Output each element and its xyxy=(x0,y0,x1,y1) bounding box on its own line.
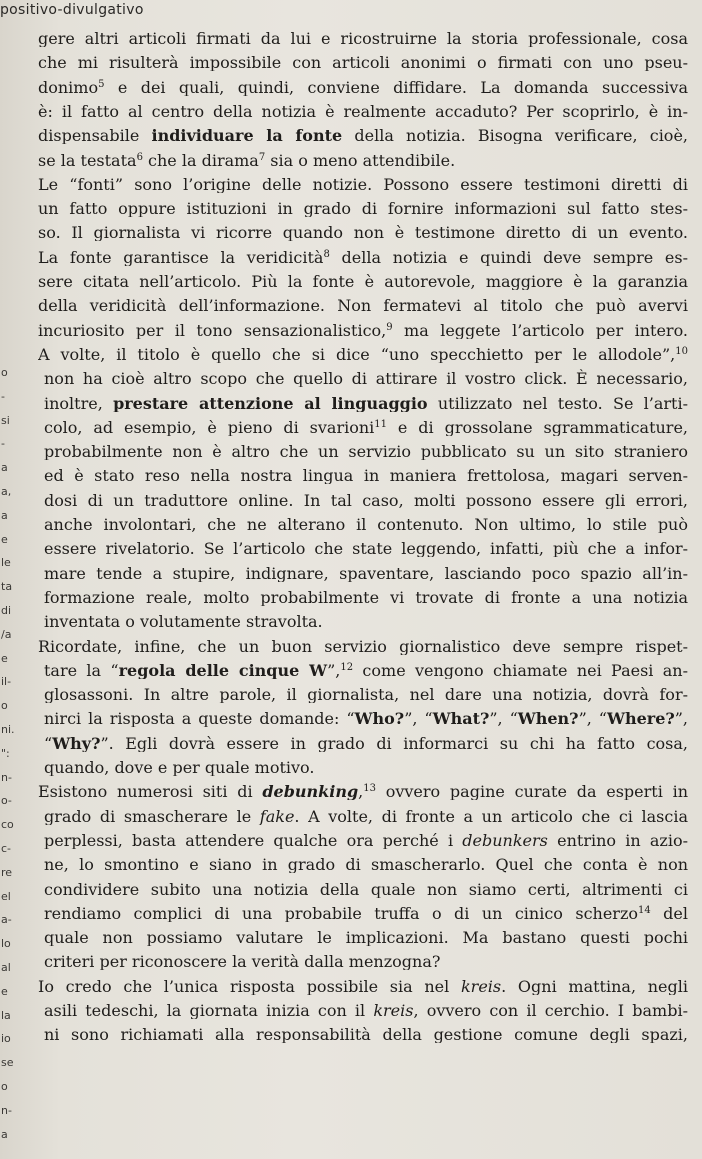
text-fragment: regola delle cinque W xyxy=(118,660,328,679)
text-line xyxy=(38,223,688,241)
margin-fragment: a xyxy=(1,1127,8,1141)
text-line xyxy=(38,175,688,193)
margin-fragment: le xyxy=(1,556,11,570)
text-line xyxy=(44,369,688,387)
text-line xyxy=(44,1025,688,1043)
text-line xyxy=(38,321,688,339)
margin-fragment: n- xyxy=(1,1103,12,1117)
margin-fragment: ta xyxy=(1,580,13,594)
text-fragment: sere citata nell’articolo. Più la fonte è autorevole, maggiore è la garanzia xyxy=(38,272,688,290)
text-line xyxy=(44,734,688,752)
text-fragment: donimo xyxy=(38,77,99,96)
text-line xyxy=(44,442,688,460)
text-fragment: Ricordate, infine, che un buon servizio giornalistico deve sempre rispet- xyxy=(38,636,688,655)
footnote-ref: 10 xyxy=(675,345,688,357)
margin-fragment: a- xyxy=(1,913,12,927)
text-line xyxy=(38,977,688,995)
text-fragment: della notizia. Bisogna verificare, cioè, xyxy=(342,126,688,145)
margin-fragment: - xyxy=(1,437,5,451)
text-line xyxy=(38,345,688,363)
text-line xyxy=(38,126,688,144)
text-fragment: tare la “ xyxy=(44,660,119,679)
text-fragment: e di grossolane sgrammaticature, xyxy=(387,417,688,436)
text-fragment: ma leggete l’articolo per intero. xyxy=(392,320,688,339)
text-fragment: dispensabile xyxy=(38,126,152,145)
text-line xyxy=(44,1001,688,1019)
footnote-ref: 5 xyxy=(98,78,105,90)
text-fragment: che la dirama xyxy=(142,150,259,169)
text-line xyxy=(44,904,688,922)
text-line xyxy=(44,612,323,630)
text-line xyxy=(44,564,688,582)
margin-fragment: ni. xyxy=(1,723,15,736)
text-fragment: kreis xyxy=(373,1001,414,1019)
text-fragment: ”, xyxy=(327,660,341,679)
text-fragment: . A volte, di fronte a un articolo che ci lascia xyxy=(294,806,688,825)
text-fragment: probabilmente non è altro che un servizio pubblicato su un sito straniero xyxy=(44,442,688,461)
footnote-ref: 6 xyxy=(136,151,143,163)
margin-fragment: e xyxy=(1,984,8,998)
margin-fragment: se xyxy=(1,1056,14,1070)
text-fragment: asili tedeschi, la giornata inizia con il xyxy=(44,1001,374,1019)
text-fragment: ne, lo smontino e siano in grado di smascherarlo. Quel che conta è non xyxy=(44,855,688,874)
margin-fragment: e xyxy=(1,532,8,546)
text-fragment: ed è stato reso nella nostra lingua in maniera frettolosa, magari serven- xyxy=(44,466,688,485)
margin-fragment: co xyxy=(1,818,14,832)
margin-fragment: ": xyxy=(1,746,10,760)
margin-fragment: o xyxy=(1,699,8,713)
text-fragment: ”. Egli dovrà essere in grado di informarci su chi ha fatto cosa, xyxy=(100,733,688,752)
text-line xyxy=(44,539,688,557)
text-fragment: un fatto oppure istituzioni in grado di fornire informazioni sul fatto stes- xyxy=(38,199,688,218)
text-line xyxy=(44,880,688,898)
text-line xyxy=(44,515,688,533)
margin-fragment: c- xyxy=(1,842,12,855)
margin-fragment: el xyxy=(1,889,11,903)
text-fragment: della notizia e quindi deve sempre es- xyxy=(329,247,688,266)
text-fragment: kreis xyxy=(460,976,502,995)
text-line xyxy=(44,491,688,509)
text-fragment: ”, “ xyxy=(404,709,433,728)
text-fragment: ”, “ xyxy=(578,709,607,728)
margin-fragment: n- xyxy=(1,770,12,784)
text-fragment: quando, dove e per quale motivo. xyxy=(44,758,315,776)
text-fragment: Where? xyxy=(606,709,675,728)
text-line xyxy=(38,296,688,314)
margin-fragment: /a xyxy=(1,627,12,641)
text-fragment: When? xyxy=(517,709,579,728)
text-line xyxy=(44,418,688,436)
margin-fragment: lo xyxy=(1,937,11,951)
text-fragment: La fonte garantisce la veridicità xyxy=(38,247,324,266)
text-fragment: “ xyxy=(44,733,53,752)
text-line xyxy=(38,272,688,290)
text-fragment: quale non possiamo valutare le implicazioni. Ma bastano questi pochi xyxy=(44,928,688,947)
text-fragment: dosi di un traduttore online. In tal caso, molti possono essere gli errori, xyxy=(44,490,688,509)
text-fragment: What? xyxy=(432,709,490,728)
text-fragment: Io credo che l’unica risposta possibile sia nel xyxy=(38,976,461,995)
margin-fragment: o- xyxy=(1,794,12,808)
text-fragment: nirci la risposta a queste domande: “ xyxy=(44,709,355,728)
text-line xyxy=(44,394,688,412)
footnote-ref: 9 xyxy=(386,321,393,333)
footnote-ref: 11 xyxy=(374,418,388,430)
text-fragment: debunking xyxy=(262,782,359,801)
text-fragment: della veridicità dell’informazione. Non fermatevi al titolo che può avervi xyxy=(38,296,688,315)
text-line xyxy=(44,952,440,970)
text-line xyxy=(38,78,688,96)
text-fragment: rendiamo complici di una probabile truffa o di un cinico scherzo xyxy=(44,903,639,922)
text-fragment: se la testata xyxy=(38,150,137,169)
text-fragment: perplessi, basta attendere qualche ora perché i xyxy=(44,830,463,849)
text-fragment: del xyxy=(650,903,688,922)
text-fragment: e dei quali, quindi, conviene diffidare. La domanda successiva xyxy=(104,77,688,96)
margin-fragment: la xyxy=(1,1008,11,1022)
text-fragment: , ovvero con il cerchio. I bambi- xyxy=(413,1001,688,1019)
text-fragment: . Ogni mattina, negli xyxy=(501,976,688,995)
margin-fragment: o xyxy=(1,1080,8,1093)
footnote-ref: 13 xyxy=(363,783,376,795)
text-fragment: inventata o volutamente stravolta. xyxy=(44,612,323,631)
text-fragment: ovvero pagine curate da esperti in xyxy=(375,782,688,801)
text-line xyxy=(44,709,688,727)
margin-fragment: di xyxy=(1,604,12,617)
text-line xyxy=(44,588,688,606)
text-fragment: glosassoni. In altre parole, il giornalista, nel dare una notizia, dovrà for- xyxy=(44,685,688,704)
footnote-ref: 8 xyxy=(323,248,330,260)
text-fragment: so. Il giornalista vi ricorre quando non è testimone diretto di un evento. xyxy=(38,223,688,242)
running-header: positivo-divulgativo xyxy=(0,2,144,18)
text-fragment: individuare la fonte xyxy=(151,126,343,145)
text-fragment: non ha cioè altro scopo che quello di attirare il vostro click. È necessario, xyxy=(44,369,688,388)
text-fragment: inoltre, xyxy=(44,393,114,412)
text-fragment: utilizzato nel testo. Se l’arti- xyxy=(427,393,688,412)
text-line xyxy=(38,102,688,120)
text-line xyxy=(44,807,688,825)
margin-fragment: si xyxy=(1,413,10,427)
margin-fragment: re xyxy=(1,865,13,879)
text-fragment: entrino in azio- xyxy=(547,830,688,849)
margin-fragment: io xyxy=(1,1032,11,1046)
text-line xyxy=(44,855,688,873)
text-line xyxy=(38,782,688,800)
text-line xyxy=(38,637,688,655)
text-fragment: fake xyxy=(259,806,295,825)
text-line xyxy=(44,831,688,849)
text-fragment: ”, “ xyxy=(489,709,518,728)
footnote-ref: 7 xyxy=(258,151,266,163)
text-fragment: che mi risulterà impossibile con articoli anonimi o firmati con uno pseu- xyxy=(38,53,688,72)
text-fragment: criteri per riconoscere la verità dalla menzogna? xyxy=(44,952,441,971)
text-line xyxy=(44,685,688,703)
text-fragment: grado di smascherare le xyxy=(44,806,260,825)
text-fragment: debunkers xyxy=(462,830,548,849)
text-fragment: è: il fatto al centro della notizia è realmente accaduto? Per scoprirlo, è in- xyxy=(38,101,688,120)
footnote-ref: 12 xyxy=(340,661,354,673)
text-line xyxy=(38,29,688,47)
text-fragment: sia o meno attendibile. xyxy=(265,150,456,169)
text-fragment: colo, ad esempio, è pieno di svarioni xyxy=(44,417,375,436)
text-fragment: gere altri articoli firmati da lui e ricostruirne la storia professionale, cosa xyxy=(38,29,688,47)
margin-fragment: o xyxy=(1,366,8,379)
text-fragment: Why? xyxy=(52,733,101,752)
margin-fragment: al xyxy=(1,961,11,974)
text-line xyxy=(44,758,315,776)
text-line xyxy=(38,53,688,71)
text-fragment: mare tende a stupire, indignare, spaventare, lasciando poco spazio all’in- xyxy=(44,563,688,582)
text-fragment: Who? xyxy=(354,709,405,728)
text-fragment: ni sono richiamati alla responsabilità della gestione comune degli spazi, xyxy=(44,1025,688,1044)
margin-fragment: a, xyxy=(1,485,12,498)
text-fragment: anche involontari, che ne alterano il contenuto. Non ultimo, lo stile può xyxy=(44,515,688,533)
text-line xyxy=(44,928,688,946)
margin-fragment: a xyxy=(1,508,8,522)
margin-fragment: - xyxy=(1,389,5,403)
footnote-ref: 14 xyxy=(638,904,651,916)
text-fragment: Esistono numerosi siti di xyxy=(38,782,263,801)
text-fragment: condividere subito una notizia della quale non siamo certi, altrimenti ci xyxy=(44,879,688,898)
margin-fragment: il- xyxy=(1,675,12,689)
text-fragment: A volte, il titolo è quello che si dice “uno specchietto per le allodole”, xyxy=(38,344,676,363)
text-line xyxy=(38,248,688,266)
text-fragment: , xyxy=(358,782,364,801)
margin-fragment: a xyxy=(1,461,8,475)
text-fragment: incuriosito per il tono sensazionalistico, xyxy=(38,320,387,339)
text-fragment: essere rivelatorio. Se l’articolo che state leggendo, infatti, più che a infor- xyxy=(44,539,688,558)
text-line xyxy=(44,466,688,484)
text-fragment: formazione reale, molto probabilmente vi trovate di fronte a una notizia xyxy=(44,587,688,606)
text-fragment: prestare attenzione al linguaggio xyxy=(113,393,428,412)
text-fragment: Le “fonti” sono l’origine delle notizie. Possono essere testimoni diretti di xyxy=(38,174,688,193)
text-fragment: ”, xyxy=(674,709,688,728)
text-line xyxy=(38,151,455,169)
text-fragment: come vengono chiamate nei Paesi an- xyxy=(353,660,688,679)
margin-fragment: e xyxy=(1,651,8,665)
text-line xyxy=(38,199,688,217)
text-line xyxy=(44,661,688,679)
